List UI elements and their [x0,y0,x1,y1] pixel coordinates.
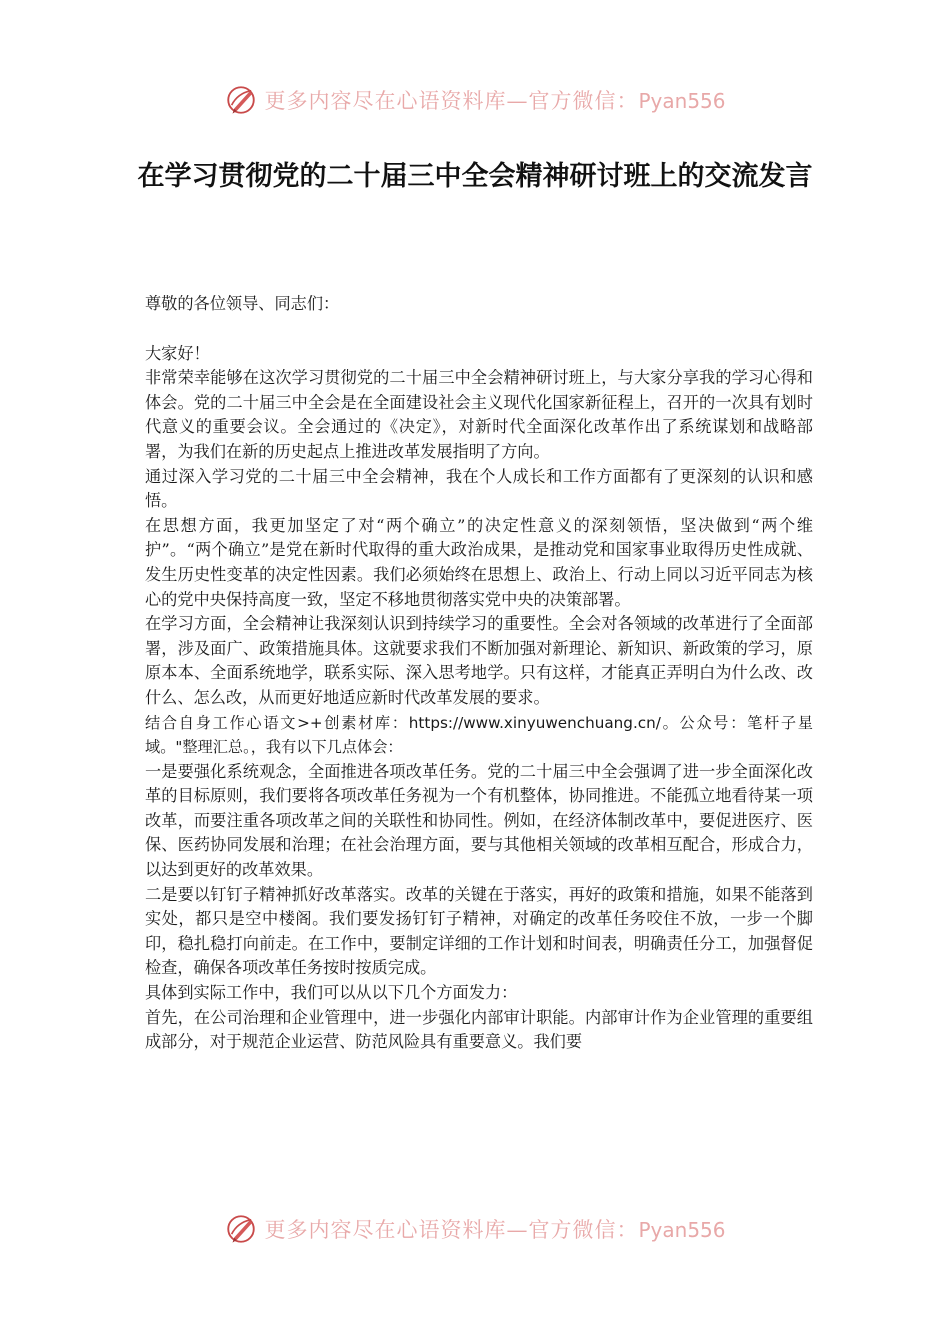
pen-logo-icon [224,1212,258,1246]
banner-text [264,1214,725,1244]
banner-label: 更多内容尽在心语资料库—官方微信： [264,1218,639,1242]
document-body [145,292,813,1055]
banner-label: 更多内容尽在心语资料库—官方微信： [264,89,639,113]
paragraph: 首先，在公司治理和企业管理中，进一步强化内部审计职能。内部审计作为企业管理的重要组成部分，对于规范企业运营、防范风险具有重要意义。我们要 [145,1007,813,1052]
paragraph: 通过深入学习党的二十届三中全会精神，我在个人成长和工作方面都有了更深刻的认识和感悟。 [145,466,813,511]
paragraph: 结合自身工作心语文>+创素材库：https://www.xinyuwenchuang.cn/。公众号：笔杆子星域。"整理汇总。，我有以下几点体会： [145,713,813,757]
paragraph: 非常荣幸能够在这次学习贯彻党的二十届三中全会精神研讨班上，与大家分享我的学习心得和体会。党的二十届三中全会是在全面建设社会主义现代化国家新征程上，召开的一次具有划时代意义的重要会议。全会通过的《决定》，对新时代全面深化改革作出了系统谋划和战略部署，为我们在新的历史起点上推进改革发展指明了方向。 [145,368,813,461]
document-title: 在学习贯彻党的二十届三中全会精神研讨班上的交流发言 [137,161,813,192]
header-watermark-banner [0,80,950,120]
paragraph: 大家好！ [145,343,210,363]
footer-watermark-banner [0,1209,950,1249]
pen-logo-icon [224,83,258,117]
paragraph: 在学习方面，全会精神让我深刻认识到持续学习的重要性。全会对各领域的改革进行了全面部署，涉及面广、政策措施具体。这就要求我们不断加强对新理论、新知识、新政策的学习，原原本本、全面系统地学，联系实际、深入思考地学。只有这样，才能真正弄明白为什么改、改什么、怎么改，从而更好地适应新时代改革发展的要求。 [145,614,813,707]
paragraph: 具体到实际工作中，我们可以从以下几个方面发力： [145,983,518,1003]
banner-wechat-id: Pyan556 [638,1218,726,1242]
paragraph: 在思想方面，我更加坚定了对“两个确立”的决定性意义的深刻领悟，坚决做到“两个维护”。“两个确立”是党在新时代取得的重大政治成果，是推动党和国家事业取得历史性成就、发生历史性变革的决定性因素。我们必须始终在思想上、政治上、行动上同以习近平同志为核心的党中央保持高度一致，坚定不移地贯彻落实党中央的决策部署。 [145,515,813,609]
paragraph: 二是要以钉钉子精神抓好改革落实。改革的关键在于落实，再好的政策和措施，如果不能落到实处，都只是空中楼阁。我们要发扬钉钉子精神，对确定的改革任务咬住不放，一步一个脚印，稳扎稳打向前走。在工作中，要制定详细的工作计划和时间表，明确责任分工，加强督促检查，确保各项改革任务按时按质完成。 [145,884,813,978]
paragraph: 一是要强化系统观念，全面推进各项改革任务。党的二十届三中全会强调了进一步全面深化改革的目标原则，我们要将各项改革任务视为一个有机整体，协同推进。不能孤立地看待某一项改革，而要注重各项改革之间的关联性和协同性。例如，在经济体制改革中，要促进医疗、医保、医药协同发展和治理；在社会治理方面，要与其他相关领域的改革相互配合，形成合力，以达到更好的改革效果。 [145,761,813,880]
banner-text [264,85,725,115]
salutation: 尊敬的各位领导、同志们： [145,294,340,313]
banner-wechat-id: Pyan556 [638,89,726,113]
